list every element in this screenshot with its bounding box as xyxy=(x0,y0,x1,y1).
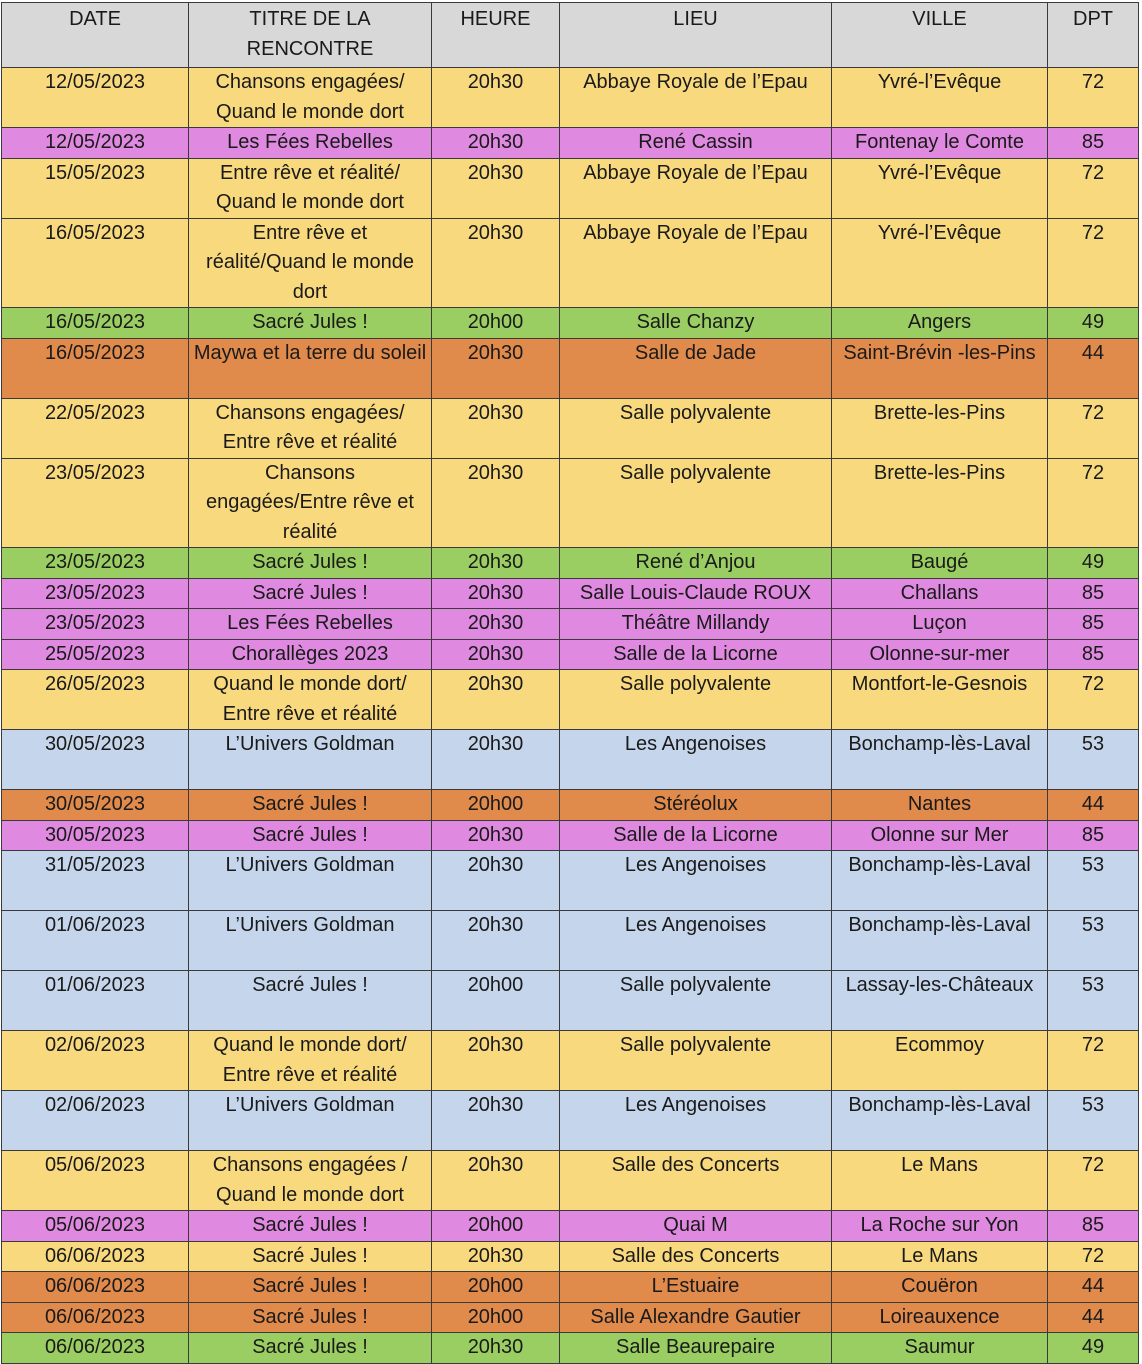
table-row xyxy=(2,1302,1139,1333)
cell-city: Brette-les-Pins xyxy=(832,458,1048,548)
cell-date: 30/05/2023 xyxy=(2,790,189,821)
cell-title: Entre rêve et réalité/ Quand le monde dort xyxy=(189,158,432,218)
cell-venue: René d’Anjou xyxy=(560,548,832,579)
cell-dept: 53 xyxy=(1048,971,1139,1031)
header-city: VILLE xyxy=(832,3,1048,68)
cell-city: Couëron xyxy=(832,1272,1048,1303)
cell-venue: Abbaye Royale de l’Epau xyxy=(560,158,832,218)
cell-time: 20h30 xyxy=(432,639,560,670)
cell-venue: Les Angenoises xyxy=(560,851,832,911)
cell-venue: L’Estuaire xyxy=(560,1272,832,1303)
cell-venue: Salle polyvalente xyxy=(560,1031,832,1091)
cell-date: 02/06/2023 xyxy=(2,1091,189,1151)
cell-date: 05/06/2023 xyxy=(2,1151,189,1211)
cell-venue: Salle polyvalente xyxy=(560,398,832,458)
cell-time: 20h30 xyxy=(432,218,560,308)
cell-venue: Salle de Jade xyxy=(560,338,832,398)
cell-dept: 72 xyxy=(1048,1241,1139,1272)
cell-date: 23/05/2023 xyxy=(2,578,189,609)
cell-time: 20h30 xyxy=(432,1151,560,1211)
table-row xyxy=(2,578,1139,609)
cell-title: Sacré Jules ! xyxy=(189,1211,432,1242)
cell-city: Yvré-l’Evêque xyxy=(832,68,1048,128)
cell-time: 20h30 xyxy=(432,1091,560,1151)
cell-dept: 53 xyxy=(1048,730,1139,790)
cell-time: 20h30 xyxy=(432,158,560,218)
cell-time: 20h00 xyxy=(432,1211,560,1242)
cell-venue: Salle Chanzy xyxy=(560,308,832,339)
cell-city: Brette-les-Pins xyxy=(832,398,1048,458)
cell-date: 23/05/2023 xyxy=(2,548,189,579)
cell-title: Les Fées Rebelles xyxy=(189,609,432,640)
cell-title: L’Univers Goldman xyxy=(189,851,432,911)
cell-city: Saumur xyxy=(832,1333,1048,1364)
cell-time: 20h00 xyxy=(432,308,560,339)
table-row xyxy=(2,971,1139,1031)
table-row xyxy=(2,639,1139,670)
cell-title: Entre rêve et réalité/Quand le monde dort xyxy=(189,218,432,308)
cell-time: 20h00 xyxy=(432,1302,560,1333)
cell-dept: 44 xyxy=(1048,790,1139,821)
table-row xyxy=(2,1272,1139,1303)
cell-time: 20h30 xyxy=(432,548,560,579)
cell-date: 30/05/2023 xyxy=(2,820,189,851)
cell-venue: Salle des Concerts xyxy=(560,1241,832,1272)
cell-title: Sacré Jules ! xyxy=(189,1241,432,1272)
cell-time: 20h30 xyxy=(432,1241,560,1272)
header-row xyxy=(2,3,1139,68)
cell-city: Olonne-sur-mer xyxy=(832,639,1048,670)
table-row xyxy=(2,670,1139,730)
cell-dept: 85 xyxy=(1048,128,1139,159)
cell-city: Bonchamp-lès-Laval xyxy=(832,911,1048,971)
table-row xyxy=(2,609,1139,640)
cell-title: Chansons engagées/Entre rêve et réalité xyxy=(189,458,432,548)
cell-date: 30/05/2023 xyxy=(2,730,189,790)
cell-city: Yvré-l’Evêque xyxy=(832,218,1048,308)
table-row xyxy=(2,1241,1139,1272)
cell-dept: 44 xyxy=(1048,338,1139,398)
table-row xyxy=(2,218,1139,308)
cell-dept: 49 xyxy=(1048,1333,1139,1364)
cell-dept: 72 xyxy=(1048,158,1139,218)
cell-venue: Les Angenoises xyxy=(560,730,832,790)
cell-dept: 49 xyxy=(1048,548,1139,579)
cell-city: Loireauxence xyxy=(832,1302,1048,1333)
header-venue: LIEU xyxy=(560,3,832,68)
cell-time: 20h30 xyxy=(432,1031,560,1091)
cell-city: Yvré-l’Evêque xyxy=(832,158,1048,218)
header-dept: DPT xyxy=(1048,3,1139,68)
cell-time: 20h30 xyxy=(432,68,560,128)
table-row xyxy=(2,1333,1139,1364)
cell-date: 06/06/2023 xyxy=(2,1302,189,1333)
cell-dept: 44 xyxy=(1048,1272,1139,1303)
cell-city: Bonchamp-lès-Laval xyxy=(832,730,1048,790)
cell-venue: Abbaye Royale de l’Epau xyxy=(560,218,832,308)
cell-title: Chansons engagées/ Entre rêve et réalité xyxy=(189,398,432,458)
cell-date: 16/05/2023 xyxy=(2,218,189,308)
cell-dept: 72 xyxy=(1048,68,1139,128)
cell-venue: Abbaye Royale de l’Epau xyxy=(560,68,832,128)
cell-dept: 85 xyxy=(1048,639,1139,670)
cell-date: 22/05/2023 xyxy=(2,398,189,458)
cell-dept: 72 xyxy=(1048,1031,1139,1091)
table-row xyxy=(2,128,1139,159)
table-row xyxy=(2,730,1139,790)
table-row xyxy=(2,1151,1139,1211)
cell-title: Chansons engagées/ Quand le monde dort xyxy=(189,68,432,128)
cell-venue: Salle des Concerts xyxy=(560,1151,832,1211)
cell-city: La Roche sur Yon xyxy=(832,1211,1048,1242)
cell-venue: Salle polyvalente xyxy=(560,670,832,730)
cell-title: Quand le monde dort/ Entre rêve et réalité xyxy=(189,1031,432,1091)
cell-title: Les Fées Rebelles xyxy=(189,128,432,159)
cell-dept: 72 xyxy=(1048,670,1139,730)
cell-city: Le Mans xyxy=(832,1151,1048,1211)
cell-venue: Les Angenoises xyxy=(560,911,832,971)
cell-city: Ecommoy xyxy=(832,1031,1048,1091)
cell-title: L’Univers Goldman xyxy=(189,911,432,971)
cell-date: 02/06/2023 xyxy=(2,1031,189,1091)
cell-date: 06/06/2023 xyxy=(2,1333,189,1364)
table-row xyxy=(2,548,1139,579)
cell-time: 20h30 xyxy=(432,820,560,851)
cell-city: Bonchamp-lès-Laval xyxy=(832,851,1048,911)
cell-venue: Salle polyvalente xyxy=(560,971,832,1031)
cell-title: L’Univers Goldman xyxy=(189,730,432,790)
cell-venue: Quai M xyxy=(560,1211,832,1242)
cell-time: 20h30 xyxy=(432,851,560,911)
cell-city: Montfort-le-Gesnois xyxy=(832,670,1048,730)
cell-city: Nantes xyxy=(832,790,1048,821)
cell-date: 25/05/2023 xyxy=(2,639,189,670)
cell-date: 26/05/2023 xyxy=(2,670,189,730)
cell-title: L’Univers Goldman xyxy=(189,1091,432,1151)
cell-dept: 72 xyxy=(1048,218,1139,308)
cell-date: 16/05/2023 xyxy=(2,308,189,339)
cell-title: Sacré Jules ! xyxy=(189,1272,432,1303)
cell-dept: 44 xyxy=(1048,1302,1139,1333)
cell-venue: Salle de la Licorne xyxy=(560,639,832,670)
table-row xyxy=(2,458,1139,548)
cell-date: 31/05/2023 xyxy=(2,851,189,911)
table-row xyxy=(2,1091,1139,1151)
cell-time: 20h30 xyxy=(432,670,560,730)
cell-time: 20h30 xyxy=(432,609,560,640)
cell-title: Sacré Jules ! xyxy=(189,548,432,579)
cell-date: 16/05/2023 xyxy=(2,338,189,398)
cell-title: Sacré Jules ! xyxy=(189,578,432,609)
table-row xyxy=(2,398,1139,458)
table-row xyxy=(2,1031,1139,1091)
cell-dept: 72 xyxy=(1048,398,1139,458)
table-row xyxy=(2,820,1139,851)
cell-title: Sacré Jules ! xyxy=(189,1302,432,1333)
cell-title: Chorallèges 2023 xyxy=(189,639,432,670)
cell-city: Lassay-les-Châteaux xyxy=(832,971,1048,1031)
cell-date: 06/06/2023 xyxy=(2,1241,189,1272)
cell-time: 20h00 xyxy=(432,790,560,821)
cell-title: Quand le monde dort/ Entre rêve et réalité xyxy=(189,670,432,730)
cell-time: 20h30 xyxy=(432,578,560,609)
cell-time: 20h30 xyxy=(432,398,560,458)
cell-date: 12/05/2023 xyxy=(2,128,189,159)
cell-title: Sacré Jules ! xyxy=(189,308,432,339)
cell-dept: 85 xyxy=(1048,1211,1139,1242)
table-row xyxy=(2,1211,1139,1242)
cell-city: Challans xyxy=(832,578,1048,609)
cell-date: 01/06/2023 xyxy=(2,971,189,1031)
cell-city: Fontenay le Comte xyxy=(832,128,1048,159)
cell-time: 20h30 xyxy=(432,730,560,790)
cell-date: 15/05/2023 xyxy=(2,158,189,218)
table-row xyxy=(2,308,1139,339)
header-date: DATE xyxy=(2,3,189,68)
cell-dept: 85 xyxy=(1048,609,1139,640)
cell-city: Angers xyxy=(832,308,1048,339)
cell-venue: Théâtre Millandy xyxy=(560,609,832,640)
cell-date: 12/05/2023 xyxy=(2,68,189,128)
cell-city: Luçon xyxy=(832,609,1048,640)
cell-time: 20h30 xyxy=(432,338,560,398)
cell-city: Saint-Brévin -les-Pins xyxy=(832,338,1048,398)
cell-dept: 85 xyxy=(1048,578,1139,609)
cell-dept: 53 xyxy=(1048,851,1139,911)
table-row xyxy=(2,851,1139,911)
cell-dept: 72 xyxy=(1048,1151,1139,1211)
cell-venue: Salle Louis-Claude ROUX xyxy=(560,578,832,609)
header-time: HEURE xyxy=(432,3,560,68)
cell-dept: 53 xyxy=(1048,911,1139,971)
cell-title: Sacré Jules ! xyxy=(189,820,432,851)
table-body xyxy=(2,68,1139,1364)
table-row xyxy=(2,911,1139,971)
cell-title: Sacré Jules ! xyxy=(189,971,432,1031)
cell-time: 20h30 xyxy=(432,458,560,548)
cell-city: Bonchamp-lès-Laval xyxy=(832,1091,1048,1151)
cell-date: 01/06/2023 xyxy=(2,911,189,971)
cell-time: 20h30 xyxy=(432,128,560,159)
cell-date: 23/05/2023 xyxy=(2,609,189,640)
cell-venue: Salle de la Licorne xyxy=(560,820,832,851)
cell-city: Le Mans xyxy=(832,1241,1048,1272)
cell-date: 05/06/2023 xyxy=(2,1211,189,1242)
header-title: TITRE DE LA RENCONTRE xyxy=(189,3,432,68)
table-row xyxy=(2,338,1139,398)
cell-title: Sacré Jules ! xyxy=(189,790,432,821)
cell-city: Olonne sur Mer xyxy=(832,820,1048,851)
cell-venue: Stéréolux xyxy=(560,790,832,821)
cell-venue: Salle polyvalente xyxy=(560,458,832,548)
table-row xyxy=(2,790,1139,821)
cell-date: 23/05/2023 xyxy=(2,458,189,548)
cell-dept: 49 xyxy=(1048,308,1139,339)
cell-date: 06/06/2023 xyxy=(2,1272,189,1303)
cell-venue: Salle Alexandre Gautier xyxy=(560,1302,832,1333)
cell-time: 20h30 xyxy=(432,911,560,971)
cell-venue: Salle Beaurepaire xyxy=(560,1333,832,1364)
cell-title: Maywa et la terre du soleil xyxy=(189,338,432,398)
table-row xyxy=(2,158,1139,218)
cell-venue: Les Angenoises xyxy=(560,1091,832,1151)
concert-schedule-table xyxy=(1,2,1139,1364)
table-row xyxy=(2,68,1139,128)
cell-dept: 53 xyxy=(1048,1091,1139,1151)
cell-city: Baugé xyxy=(832,548,1048,579)
cell-title: Sacré Jules ! xyxy=(189,1333,432,1364)
cell-time: 20h00 xyxy=(432,971,560,1031)
cell-time: 20h00 xyxy=(432,1272,560,1303)
cell-venue: René Cassin xyxy=(560,128,832,159)
cell-dept: 72 xyxy=(1048,458,1139,548)
cell-time: 20h30 xyxy=(432,1333,560,1364)
cell-title: Chansons engagées / Quand le monde dort xyxy=(189,1151,432,1211)
cell-dept: 85 xyxy=(1048,820,1139,851)
